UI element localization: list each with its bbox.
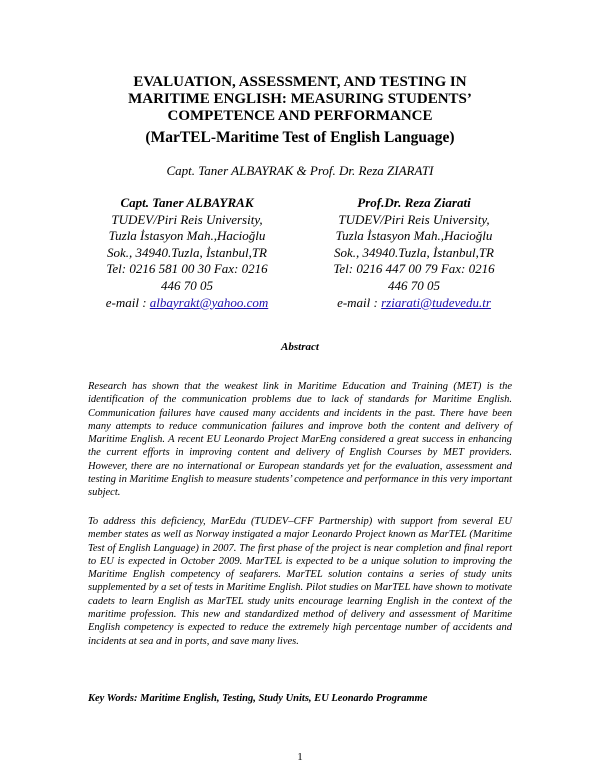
author-name: Capt. Taner ALBAYRAK: [120, 195, 254, 210]
title-line: MARITIME ENGLISH: MEASURING STUDENTS’: [128, 91, 472, 107]
phone-fax-line: Tel: 0216 581 00 30 Fax: 0216: [106, 261, 268, 277]
email-line: [82, 295, 292, 312]
email-line: [309, 295, 519, 312]
paper-title: [60, 74, 540, 125]
author-byline: Capt. Taner ALBAYRAK & Prof. Dr. Reza ZIARATI: [166, 163, 434, 178]
affiliation-line: TUDEV/Piri Reis University,: [111, 211, 263, 227]
page-number: 1: [297, 751, 303, 763]
keywords-line: Key Words: Maritime English, Testing, Study Units, EU Leonardo Programme: [88, 693, 428, 704]
phone-fax-line: Tel: 0216 447 00 79 Fax: 0216: [333, 261, 495, 277]
phone-fax-line: 446 70 05: [388, 277, 440, 293]
author-block-albayrak: [82, 195, 292, 311]
address-line: Tuzla İstasyon Mah.,Hacioğlu: [335, 228, 493, 244]
email-label: e-mail :: [105, 294, 150, 310]
abstract-paragraph: Research has shown that the weakest link in Maritime Education and Training (MET) is the identification of the communication problems due to lack of standards for Maritime English. Communication failures have caused many accidents and incidents in the past. There have been many attempts to reduce communication failures and improve both the content and delivery of Maritime English. A recent EU Leonardo Project MarEng considered a great success in enhancing the current efforts in improving content and delivery of English Courses by MET providers. However, there are no international or European standards yet for the evaluation, assessment and testing in Maritime English to measure students’ competence and performance in this very important subject.: [88, 381, 512, 499]
title-line: EVALUATION, ASSESSMENT, AND TESTING IN: [133, 74, 467, 90]
address-line: Sok., 34940.Tuzla, İstanbul,TR: [334, 244, 494, 260]
affiliation-line: TUDEV/Piri Reis University,: [338, 211, 490, 227]
author-block-ziarati: [309, 195, 519, 311]
email-link-ziarati[interactable]: rziarati@tudevedu.tr: [381, 294, 491, 310]
address-line: Tuzla İstasyon Mah.,Hacioğlu: [108, 228, 266, 244]
address-line: Sok., 34940.Tuzla, İstanbul,TR: [107, 244, 267, 260]
email-link-albayrak[interactable]: albayrakt@yahoo.com: [149, 294, 269, 310]
abstract-paragraph: To address this deficiency, MarEdu (TUDEV–CFF Partnership) with support from several EU member states as well as Norway instigated a major Leonardo Project known as MarTEL (Maritime Test of English Language) in 2007. The first phase of the project is near completion and final report to EU is expected in October 2009. MarTEL is expected to be a unique solution to improving the Maritime English competency of seafarers. MarTEL solution contains a series of study units supplemented by a set of tests in Maritime English. Pilot studies on MarTEL have shown to motivate cadets to learn English as MarTEL study units encourage learning English in the context of the maritime profession. This new and standardized method of delivery and assessment of Maritime English competency is expected to reduce the extremely high percentage number of accidents and incidents at sea and in ports, and save many lives.: [88, 516, 512, 647]
email-label: e-mail :: [337, 294, 382, 310]
abstract-heading: Abstract: [281, 341, 319, 353]
title-line: COMPETENCE AND PERFORMANCE: [167, 108, 433, 124]
paper-subtitle: (MarTEL-Maritime Test of English Language): [145, 129, 455, 146]
author-name: Prof.Dr. Reza Ziarati: [357, 195, 471, 210]
phone-fax-line: 446 70 05: [161, 277, 213, 293]
